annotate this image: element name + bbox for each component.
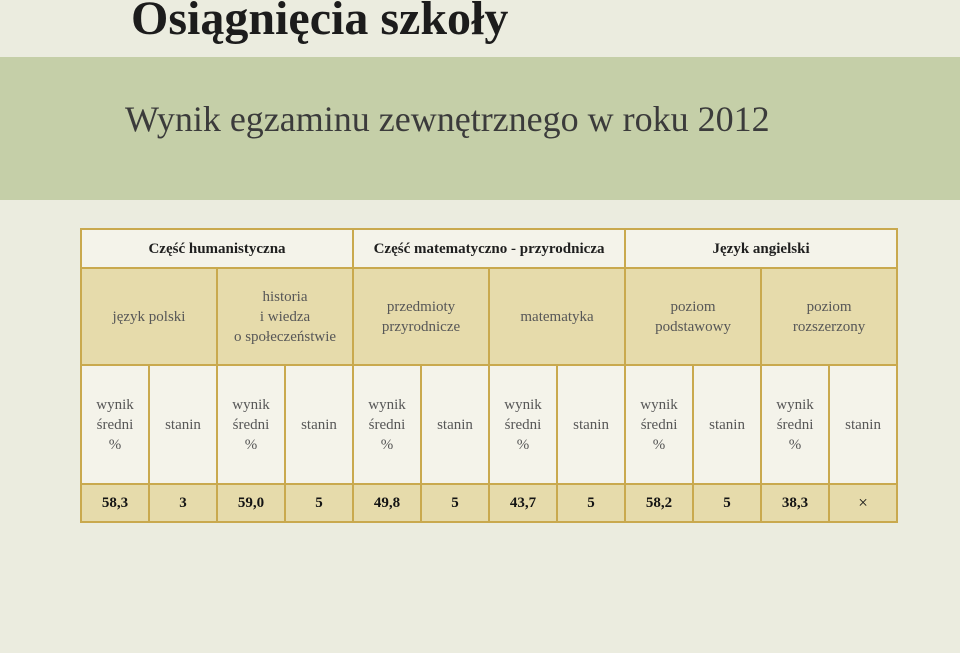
metric-header-score: wynik średni % bbox=[625, 365, 693, 484]
group-header-english: Język angielski bbox=[625, 229, 897, 268]
metric-header-score: wynik średni % bbox=[489, 365, 557, 484]
value-history-score: 59,0 bbox=[217, 484, 285, 522]
metric-header-score: wynik średni % bbox=[353, 365, 421, 484]
value-math-stanin: 5 bbox=[557, 484, 625, 522]
value-english-extended-stanin: × bbox=[829, 484, 897, 522]
subtitle-band bbox=[0, 57, 960, 200]
metric-header-stanin: stanin bbox=[421, 365, 489, 484]
value-english-basic-stanin: 5 bbox=[693, 484, 761, 522]
value-science-stanin: 5 bbox=[421, 484, 489, 522]
value-science-score: 49,8 bbox=[353, 484, 421, 522]
slide-title: Osiągnięcia szkoły bbox=[131, 0, 509, 45]
value-math-score: 43,7 bbox=[489, 484, 557, 522]
subject-polish: język polski bbox=[81, 268, 217, 365]
value-polish-stanin: 3 bbox=[149, 484, 217, 522]
metric-header-score: wynik średni % bbox=[81, 365, 149, 484]
group-header-math-science: Część matematyczno - przyrodnicza bbox=[353, 229, 625, 268]
metric-header-row bbox=[81, 365, 897, 484]
subject-history-society: historia i wiedza o społeczeństwie bbox=[217, 268, 353, 365]
metric-header-stanin: stanin bbox=[557, 365, 625, 484]
metric-header-stanin: stanin bbox=[829, 365, 897, 484]
subject-english-basic: poziom podstawowy bbox=[625, 268, 761, 365]
group-header-humanities: Część humanistyczna bbox=[81, 229, 353, 268]
subject-natural-sciences: przedmioty przyrodnicze bbox=[353, 268, 489, 365]
subject-header-row bbox=[81, 268, 897, 365]
exam-results-table bbox=[80, 228, 898, 523]
group-header-row bbox=[81, 229, 897, 268]
subject-english-extended: poziom rozszerzony bbox=[761, 268, 897, 365]
value-history-stanin: 5 bbox=[285, 484, 353, 522]
subject-mathematics: matematyka bbox=[489, 268, 625, 365]
metric-header-stanin: stanin bbox=[149, 365, 217, 484]
metric-header-stanin: stanin bbox=[285, 365, 353, 484]
metric-header-stanin: stanin bbox=[693, 365, 761, 484]
values-row bbox=[81, 484, 897, 522]
value-polish-score: 58,3 bbox=[81, 484, 149, 522]
value-english-basic-score: 58,2 bbox=[625, 484, 693, 522]
value-english-extended-score: 38,3 bbox=[761, 484, 829, 522]
metric-header-score: wynik średni % bbox=[761, 365, 829, 484]
metric-header-score: wynik średni % bbox=[217, 365, 285, 484]
slide-subtitle: Wynik egzaminu zewnętrznego w roku 2012 bbox=[125, 99, 770, 139]
